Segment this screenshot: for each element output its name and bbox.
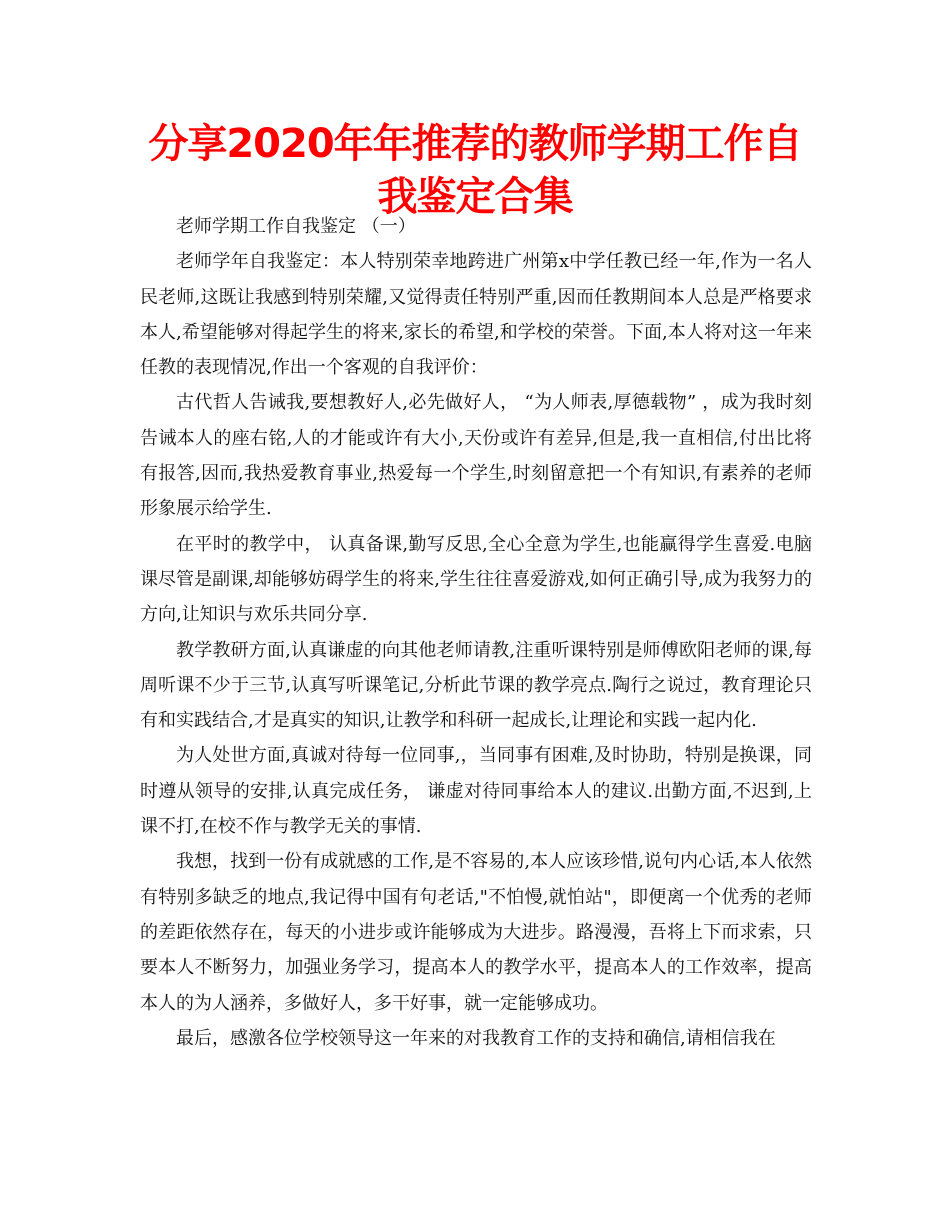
paragraph-teaching: 在平时的教学中， 认真备课,勤写反思,全心全意为学生,也能赢得学生喜爱.电脑课尽管是副课,却能够妨碍学生的将来,学生往往喜爱游戏,如何正确引导,成为我努力的方向,让知识与欢乐共同分享. — [140, 533, 812, 626]
section-heading: 老师学期工作自我鉴定 （一） — [176, 216, 416, 237]
paragraph-intro: 老师学年自我鉴定：本人特别荣幸地跨进广州第x中学任教已经一年,作为一名人民老师,这既让我感到特别荣耀,又觉得责任特别严重,因而任教期间本人总是严格要求本人,希望能够对得起学生的将来,家长的希望,和学校的荣誉。下面,本人将对这一年来任教的表现情况,作出一个客观的自我评价： — [140, 251, 812, 379]
document-body — [140, 209, 812, 1056]
paragraph-conduct: 为人处世方面,真诚对待每一位同事,，当同事有困难,及时协助，特别是换课，同时遵从领导的安排,认真完成任务， 谦虚对待同事给本人的建议.出勤方面,不迟到,上课不打,在校不作与教学无关的事情. — [140, 745, 812, 838]
paragraph-closing: 最后，感激各位学校领导这一年来的对我教育工作的支持和确信,请相信我在 — [176, 1027, 776, 1049]
document-title: 分享2020年年推荐的教师学期工作自我鉴定合集 — [148, 121, 802, 220]
paragraph-research: 教学教研方面,认真谦虚的向其他老师请教,注重听课特别是师傅欧阳老师的课,每周听课不少于三节,认真写听课笔记,分析此节课的教学亮点.陶行之说过，教育理论只有和实践结合,才是真实的知识,让教学和科研一起成长,让理论和实践一起内化. — [140, 639, 812, 732]
paragraph-motto: 古代哲人告诫我,要想教好人,必先做好人， “为人师表,厚德载物” ，成为我时刻告诫本人的座右铭,人的才能或许有大小,天份或许有差异,但是,我一直相信,付出比将有报答,因而,我热爱教育事业,热爱每一个学生,时刻留意把一个有知识,有素养的老师形象展示给学生. — [140, 392, 812, 520]
paragraph-reflection: 我想，找到一份有成就感的工作,是不容易的,本人应该珍惜,说句内心话,本人依然有特别多缺乏的地点,我记得中国有句老话,"不怕慢,就怕站"，即便离一个优秀的老师的差距依然存在，每天的小进步或许能够成为大进步。路漫漫，吾将上下而求索，只要本人不断努力，加强业务学习，提高本人的教学水平，提高本人的工作效率，提高本人的为人涵养，多做好人，多干好事，就一定能够成功。 — [140, 851, 812, 1014]
